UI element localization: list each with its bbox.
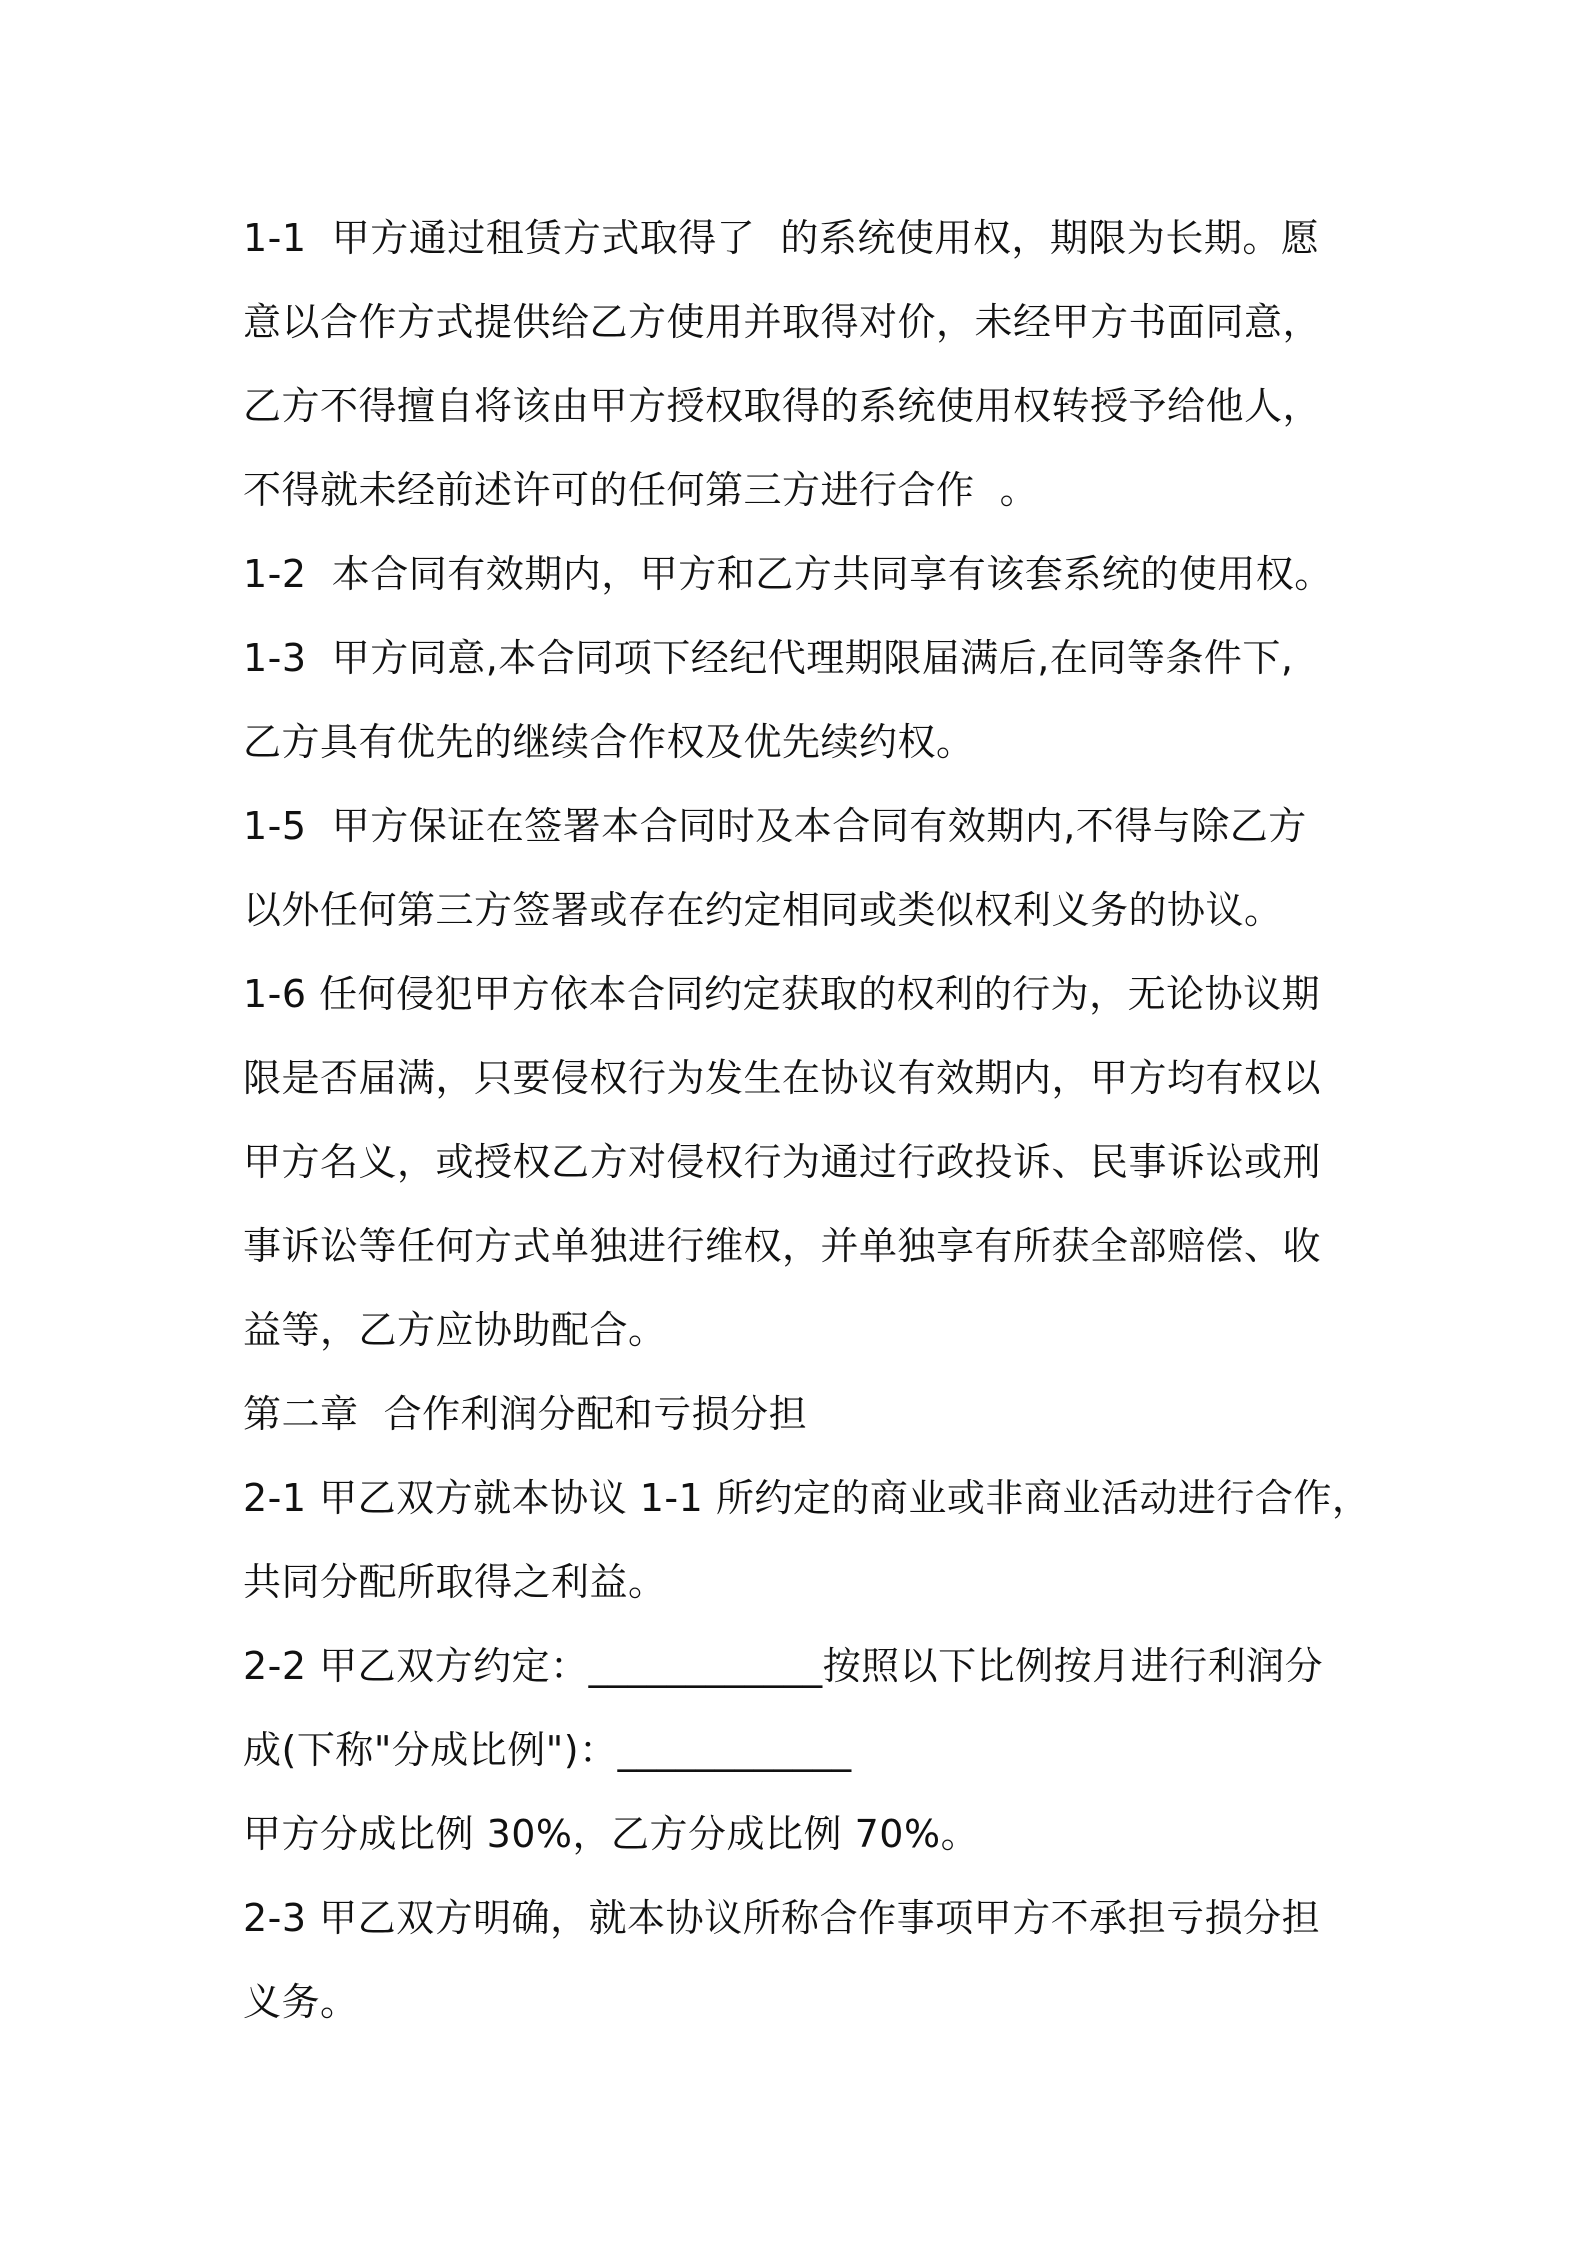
clause-2-3-line-2: 义务。 xyxy=(243,1980,359,2024)
clause-1-6-line-4: 事诉讼等任何方式单独进行维权，并单独享有所获全部赔偿、收 xyxy=(243,1224,1322,1268)
clause-1-1-line-1: 1-1 甲方通过租赁方式取得了 的系统使用权，期限为长期。愿 xyxy=(243,216,1320,260)
document-page xyxy=(243,196,1383,2044)
clause-1-1-line-4: 不得就未经前述许可的任何第三方进行合作 。 xyxy=(243,468,1039,512)
clause-1-6-line-1: 1-6 任何侵犯甲方依本合同约定获取的权利的行为，无论协议期 xyxy=(243,972,1321,1016)
clause-1-1-line-3: 乙方不得擅自将该由甲方授权取得的系统使用权转授予给他人， xyxy=(243,384,1322,428)
clause-1-2-line-1: 1-2 本合同有效期内，甲方和乙方共同享有该套系统的使用权。 xyxy=(243,552,1333,596)
clause-1-6-line-5: 益等，乙方应协助配合。 xyxy=(243,1308,667,1352)
clause-1-3-line-1: 1-3 甲方同意,本合同项下经纪代理期限届满后,在同等条件下, xyxy=(243,636,1294,680)
clause-1-5-line-1: 1-5 甲方保证在签署本合同时及本合同有效期内,不得与除乙方 xyxy=(243,804,1307,848)
clause-2-3-line-1: 2-3 甲乙双方明确，就本协议所称合作事项甲方不承担亏损分担 xyxy=(243,1896,1321,1940)
clause-1-3-line-2: 乙方具有优先的继续合作权及优先续约权。 xyxy=(243,720,975,764)
clause-2-1-line-1: 2-1 甲乙双方就本协议 1-1 所约定的商业或非商业活动进行合作， xyxy=(243,1476,1371,1520)
clause-2-2-line-2: 成(下称"分成比例")：____________ xyxy=(243,1728,852,1772)
clause-1-1-line-2: 意以合作方式提供给乙方使用并取得对价，未经甲方书面同意， xyxy=(243,300,1322,344)
clause-1-6-line-2: 限是否届满，只要侵权行为发生在协议有效期内，甲方均有权以 xyxy=(243,1056,1322,1100)
clause-1-5-line-2: 以外任何第三方签署或存在约定相同或类似权利义务的协议。 xyxy=(243,888,1283,932)
clause-1-6-line-3: 甲方名义，或授权乙方对侵权行为通过行政投诉、民事诉讼或刑 xyxy=(243,1140,1322,1184)
clause-2-2-line-1: 2-2 甲乙双方约定：____________按照以下比例按月进行利润分 xyxy=(243,1644,1324,1688)
chapter-2-heading: 第二章 合作利润分配和亏损分担 xyxy=(243,1392,808,1436)
clause-2-1-line-2: 共同分配所取得之利益。 xyxy=(243,1560,667,1604)
clause-2-2-line-3: 甲方分成比例 30%，乙方分成比例 70%。 xyxy=(243,1812,980,1856)
